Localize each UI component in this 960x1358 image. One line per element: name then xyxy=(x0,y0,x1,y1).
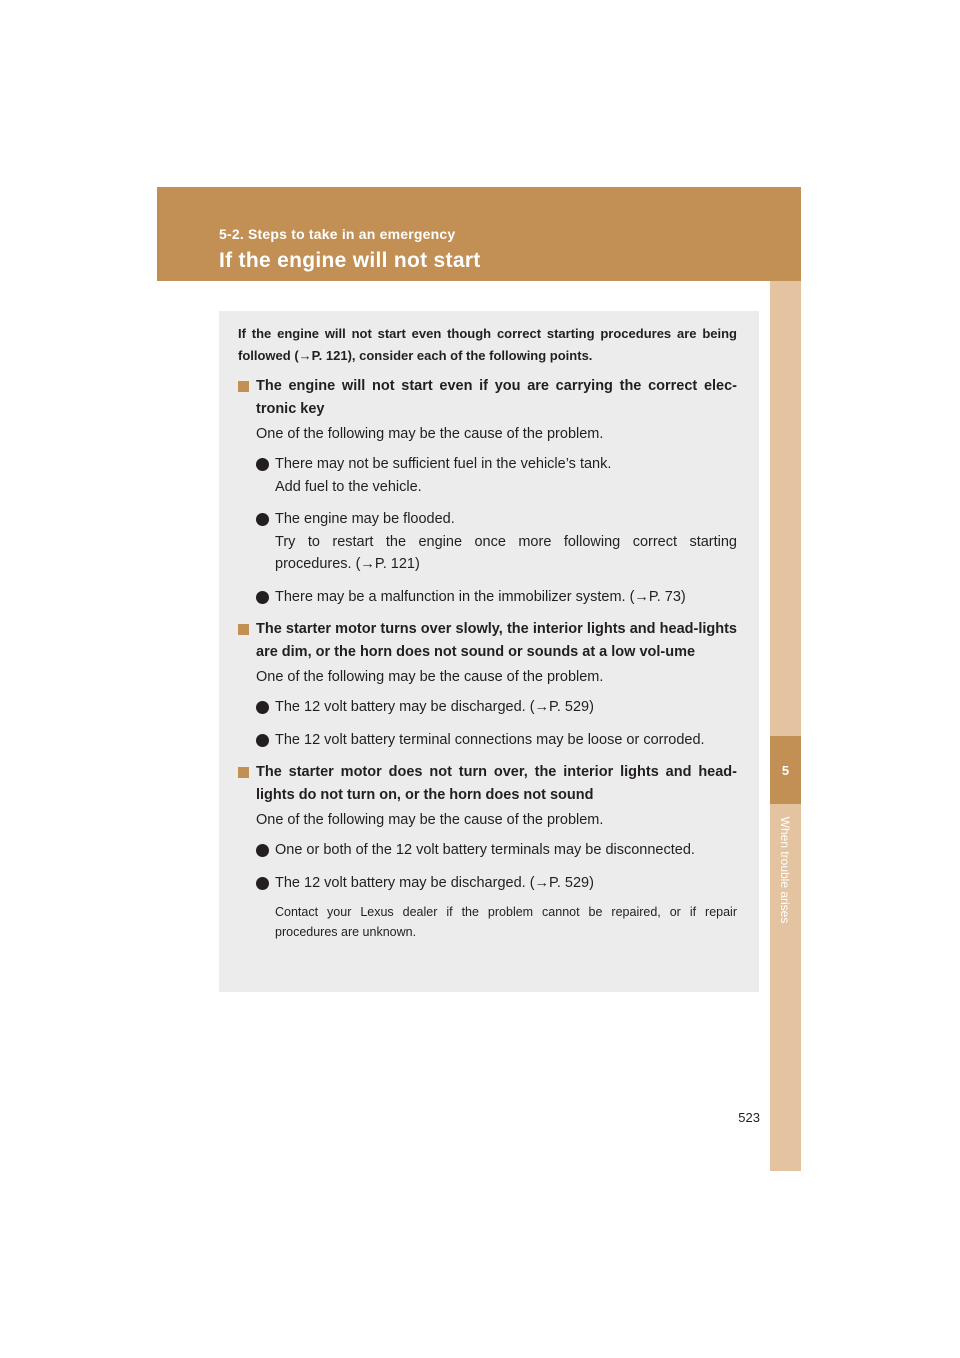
list-item: One or both of the 12 volt battery terminals may be disconnected. xyxy=(238,839,737,862)
bullet-icon xyxy=(256,734,269,747)
content-box xyxy=(219,311,759,992)
list-item: The 12 volt battery may be discharged. (→P. 529) xyxy=(238,696,737,719)
list-item: There may be a malfunction in the immobilizer system. (→P. 73) xyxy=(238,586,737,609)
intro-text: If the engine will not start even though correct starting procedures are being followed (→P. 121), consider each of the following points. xyxy=(238,326,737,363)
page-number: 523 xyxy=(738,1110,760,1125)
bullet-icon xyxy=(256,458,269,471)
list-item: The engine may be flooded. Try to restart the engine once more following correct starting procedures. (→P. 121) xyxy=(238,508,737,576)
topic-3 xyxy=(238,761,737,894)
header-band xyxy=(157,187,801,281)
page-title: If the engine will not start xyxy=(219,249,481,272)
footnote: Contact your Lexus dealer if the problem cannot be repaired, or if repair procedures are unknown. xyxy=(275,905,737,939)
topic-heading: The starter motor turns over slowly, the interior lights and head-lights are dim, or the horn does not sound or sounds at a low vol-ume xyxy=(238,618,737,664)
topic-2 xyxy=(238,618,737,751)
item-action: Add fuel to the vehicle. xyxy=(275,478,422,495)
section-label: 5-2. Steps to take in an emergency xyxy=(219,226,456,242)
chapter-number-tab: 5 xyxy=(770,736,801,804)
bullet-icon xyxy=(256,701,269,714)
topic-1 xyxy=(238,375,737,608)
topic-heading: The engine will not start even if you are carrying the correct elec-tronic key xyxy=(238,375,737,421)
bullet-icon xyxy=(256,513,269,526)
chapter-label: When trouble arises xyxy=(778,816,792,924)
cause-text: One of the following may be the cause of the problem. xyxy=(256,812,604,828)
list-item: There may not be sufficient fuel in the vehicle’s tank. Add fuel to the vehicle. xyxy=(238,453,737,498)
square-bullet-icon xyxy=(238,624,249,635)
item-action: Try to restart the engine once more following correct starting procedures. (→P. 121) xyxy=(275,533,737,572)
bullet-icon xyxy=(256,877,269,890)
chapter-side-strip xyxy=(770,281,801,1171)
list-item: The 12 volt battery terminal connections may be loose or corroded. xyxy=(238,729,737,752)
topic-heading: The starter motor does not turn over, the interior lights and head-lights do not turn on, or the horn does not sound xyxy=(238,761,737,807)
square-bullet-icon xyxy=(238,381,249,392)
list-item: The 12 volt battery may be discharged. (→P. 529) xyxy=(238,872,737,895)
bullet-icon xyxy=(256,844,269,857)
square-bullet-icon xyxy=(238,767,249,778)
cause-text: One of the following may be the cause of the problem. xyxy=(256,426,604,442)
bullet-icon xyxy=(256,591,269,604)
cause-text: One of the following may be the cause of the problem. xyxy=(256,669,604,685)
